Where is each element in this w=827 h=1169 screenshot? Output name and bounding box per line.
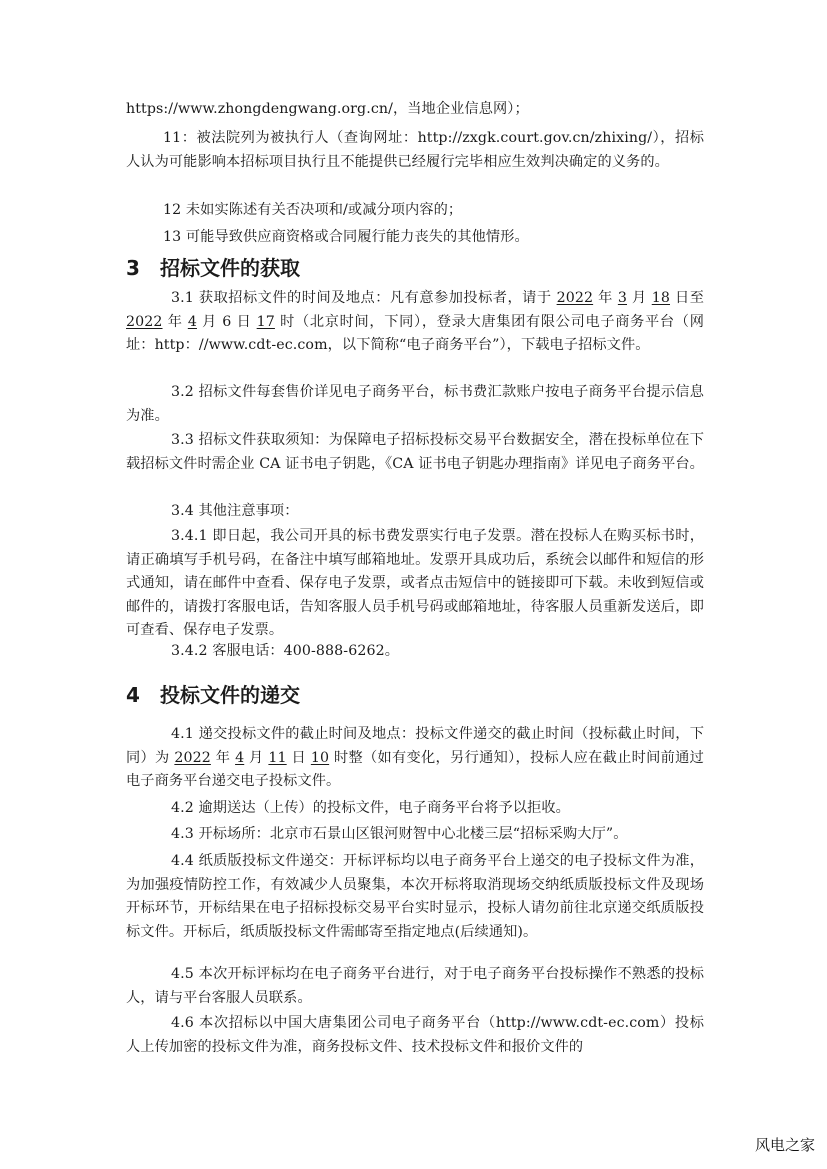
paragraph-item-13: 13 可能导致供应商资格或合同履行能力丧失的其他情形。 xyxy=(163,229,529,245)
paragraph-4-2: 4.2 逾期送达（上传）的投标文件，电子商务平台将予以拒收。 xyxy=(171,800,570,816)
date-month: 3 xyxy=(617,290,627,306)
paragraph-4-3: 4.3 开标场所：北京市石景山区银河财智中心北楼三层“招标采购大厅”。 xyxy=(171,826,628,842)
date-year: 2022 xyxy=(174,749,211,766)
paragraph-3-4: 3.4 其他注意事项： xyxy=(171,503,299,519)
paragraph-4-6: 4.6 本次招标以中国大唐集团公司电子商务平台（http://www.cdt-ec.com）投标人上传加密的投标文件为准，商务投标文件、技术投标文件和报价文件的 xyxy=(126,1015,704,1055)
section-3-number: 3 xyxy=(126,256,140,280)
paragraph-3-3: 3.3 招标文件获取须知：为保障电子招标投标交易平台数据安全，潜在投标单位在下载招标文件时需企业 CA 证书电子钥匙，《CA 证书电子钥匙办理指南》详见电子商务平台。 xyxy=(126,432,704,472)
date-day: 11 xyxy=(268,749,287,766)
date-hour: 10 xyxy=(310,749,330,766)
paragraph-item-10-tail: https://www.zhongdengwang.org.cn/，当地企业信息网）； xyxy=(126,101,529,117)
date-day: 18 xyxy=(651,290,670,306)
paragraph-item-11: 11：被法院列为被执行人（查询网址：http://zxgk.court.gov.cn/zhixing/），招标人认为可能影响本招标项目执行且不能提供已经履行完毕相应生效判决确定的义务的。 xyxy=(126,130,704,170)
section-4-heading xyxy=(126,681,300,709)
date-year: 2022 xyxy=(126,313,163,330)
paragraph-3-4-1: 3.4.1 即日起，我公司开具的标书费发票实行电子发票。潜在投标人在购买标书时，请正确填写手机号码，在备注中填写邮箱地址。发票开具成功后，系统会以邮件和短信的形式通知，请在邮件中查看、保存电子发票，或者点击短信中的链接即可下载。未收到短信或邮件的，请拨打客服电话，告知客服人员手机号码或邮箱地址，待客服人员重新发送后，即可查看、保存电子发票。 xyxy=(126,528,704,638)
paragraph-3-1: 3.1 获取招标文件的时间及地点：凡有意参加投标者，请于 2022 年 3 月 18 日至 2022 年 4 月 6 日 17 时（北京时间，下同），登录大唐集团有限公司电子商务平台（网址：http：//www.cdt-ec.com，以下简称“电子商务平台”），下载电子招标文件。 xyxy=(126,290,705,353)
section-4-title: 投标文件的递交 xyxy=(160,683,300,707)
date-year: 2022 xyxy=(556,290,594,306)
paragraph-item-12: 12 未如实陈述有关否决项和/或减分项内容的； xyxy=(163,202,463,218)
date-month: 4 xyxy=(187,313,197,330)
section-3-title: 招标文件的获取 xyxy=(160,256,300,280)
section-4-number: 4 xyxy=(126,683,140,707)
paragraph-4-4: 4.4 纸质版投标文件递交：开标评标均以电子商务平台上递交的电子投标文件为准，为加强疫情防控工作，有效减少人员聚集，本次开标将取消现场交纳纸质版投标文件及现场开标环节，开标结果在电子招标投标交易平台实时显示，投标人请勿前往北京递交纸质版投标文件。开标后，纸质版投标文件需邮寄至指定地点(后续通知)。 xyxy=(126,853,704,940)
date-month: 4 xyxy=(235,749,245,766)
site-watermark: 风电之家 xyxy=(754,1136,815,1154)
paragraph-4-1: 4.1 递交投标文件的截止时间及地点：投标文件递交的截止时间（投标截止时间，下同）为 2022 年 4 月 11 日 10 时整（如有变化，另行通知），投标人应在截止时间前通过电子商务平台递交电子投标文件。 xyxy=(126,726,704,789)
paragraph-3-4-2: 3.4.2 客服电话：400-888-6262。 xyxy=(171,643,399,659)
paragraph-3-2: 3.2 招标文件每套售价详见电子商务平台，标书费汇款账户按电子商务平台提示信息为准。 xyxy=(126,384,704,424)
section-3-heading xyxy=(126,254,300,282)
date-hour: 17 xyxy=(256,313,275,330)
paragraph-4-5: 4.5 本次开标评标均在电子商务平台进行，对于电子商务平台投标操作不熟悉的投标人，请与平台客服人员联系。 xyxy=(126,966,704,1006)
